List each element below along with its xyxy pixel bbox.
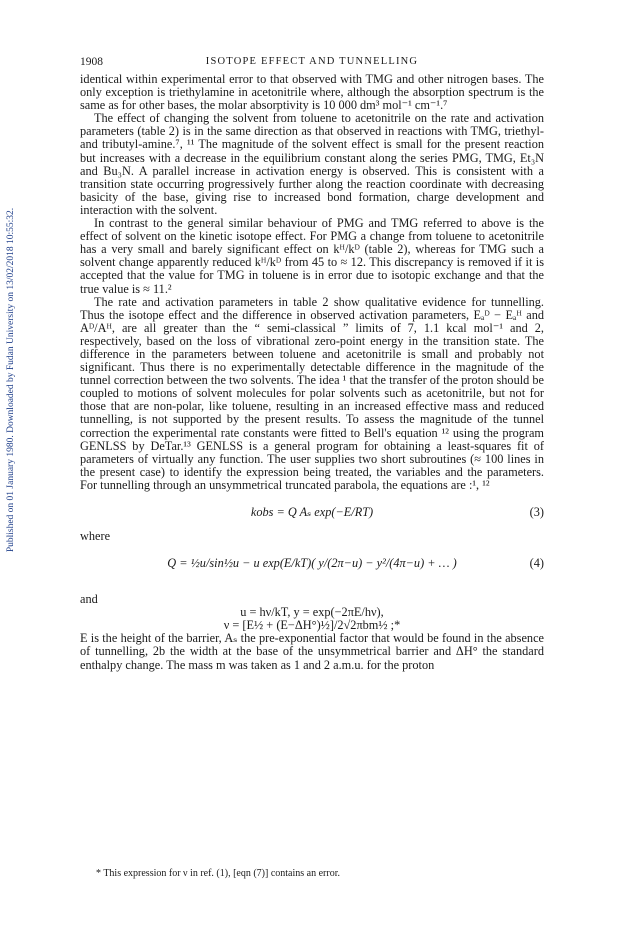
equation-4-number: (4) <box>529 556 544 571</box>
footnote: * This expression for ν in ref. (1), [eqn (7)] contains an error. <box>96 868 340 879</box>
closing-paragraph: E is the height of the barrier, Aₛ the pre-exponential factor that would be found in the absence of tunnelling, 2b the width at the base of the unsymmetrical barrier and ΔH° the standard enthalpy change. The mass m was taken as 1 and 2 a.m.u. for the proton <box>80 631 544 672</box>
paragraph: identical within experimental error to that observed with TMG and other nitrogen bases. The only exception is triethylamine in acetonitrile where, although the absorption spectrum is the same as for other bases, the molar absorptivity is 10 000 dm³ mol⁻¹ cm⁻¹.⁷ <box>80 72 544 113</box>
paragraph: In contrast to the general similar behaviour of PMG and TMG referred to above is the effect of solvent on the kinetic isotope effect. For PMG a change from toluene to acetonitrile has a very small and barely significant effect on kᴴ/kᴰ (table 2), whereas for TMG such a solvent change apparently reduced kᴴ/kᴰ from 45 to ≈ 12. This discrepancy is removed if it is accepted that the value for TMG in toluene is in error due to isotopic exchange and that the true value is ≈ 11.² <box>80 216 544 296</box>
equation-3 <box>80 502 544 526</box>
download-notice <box>4 180 18 580</box>
where-text: where <box>80 529 111 543</box>
equation-3-number: (3) <box>529 505 544 519</box>
download-notice-text: Published on 01 January 1980. Downloaded by Fudan University on 13/02/2018 10:55:32. <box>6 207 16 553</box>
equation-4-expression: Q = ½u/sin½u − u exp(E/kT)( y/(2π−u) − y²/(4π−u) + … ) <box>167 556 457 571</box>
running-title: ISOTOPE EFFECT AND TUNNELLING <box>205 56 419 67</box>
definition-line: ν = [E½ + (E−ΔH°)½]/2√2πbm½ ;* <box>223 618 401 633</box>
article-body <box>80 73 544 672</box>
equation-3-expression: kobs = Q Aₛ exp(−E/RT) <box>250 505 374 519</box>
definition-line: u = hν/kT, y = exp(−2πE/hν), <box>240 605 384 620</box>
page-number: 1908 <box>80 56 103 68</box>
equation-4 <box>80 553 544 589</box>
and-text: and <box>80 592 98 607</box>
paragraph: The rate and activation parameters in table 2 show qualitative evidence for tunnelling. Thus the isotope effect and the difference in observed activation parameters, Eₐᴰ − Eₐᴴ and Aᴰ/Aᴴ, are all greater than the “ semi-classical ” limits of 7, 1.1 kcal mol⁻¹ and 2, respectively, based on the loss of vibrational zero-point energy in the transition state. The difference in the parameters between toluene and acetonitrile is small and probably not significant. Thus there is no experimentally detectable difference in the magnitude of the tunnel correction between the two solvents. The idea ¹ that the transfer of the proton should be coupled to motions of solvent molecules for polar solvents such as acetonitrile, but not for those that are non-polar, like toluene, resulting in an increased effective mass and reduced tunnelling, is not supported by the present results. To assess the magnitude of the tunnel correction the experimental rate constants were fitted to Bell's equation ¹² using the program GENLSS by DeTar.¹³ GENLSS is a general program for obtaining a least-squares fit of parameters of virtually any function. The user supplies two short subroutines (≈ 100 lines in the present case) to identify the expression being treated, the variables and the parameters. For tunnelling through an unsymmetrical truncated parabola, the equations are :¹, ¹² <box>80 294 544 492</box>
paragraph: The effect of changing the solvent from toluene to acetonitrile on the rate and activation parameters (table 2) is in the same direction as that observed in reactions with TMG, triethyl- and tributyl-amine.⁷, ¹¹ The magnitude of the solvent effect is small for the present reaction but increases with a decrease in the equilibrium constant along the series PMG, TMG, Et₃N and Bu₃N. A parallel increase in activation energy is observed. This is consistent with a transition state occurring progressively further along the reaction coordinate with decreasing basicity of the base, giving rise to increased bond formation, charge development and interaction with the solvent. <box>80 111 544 217</box>
page-header <box>80 56 544 72</box>
